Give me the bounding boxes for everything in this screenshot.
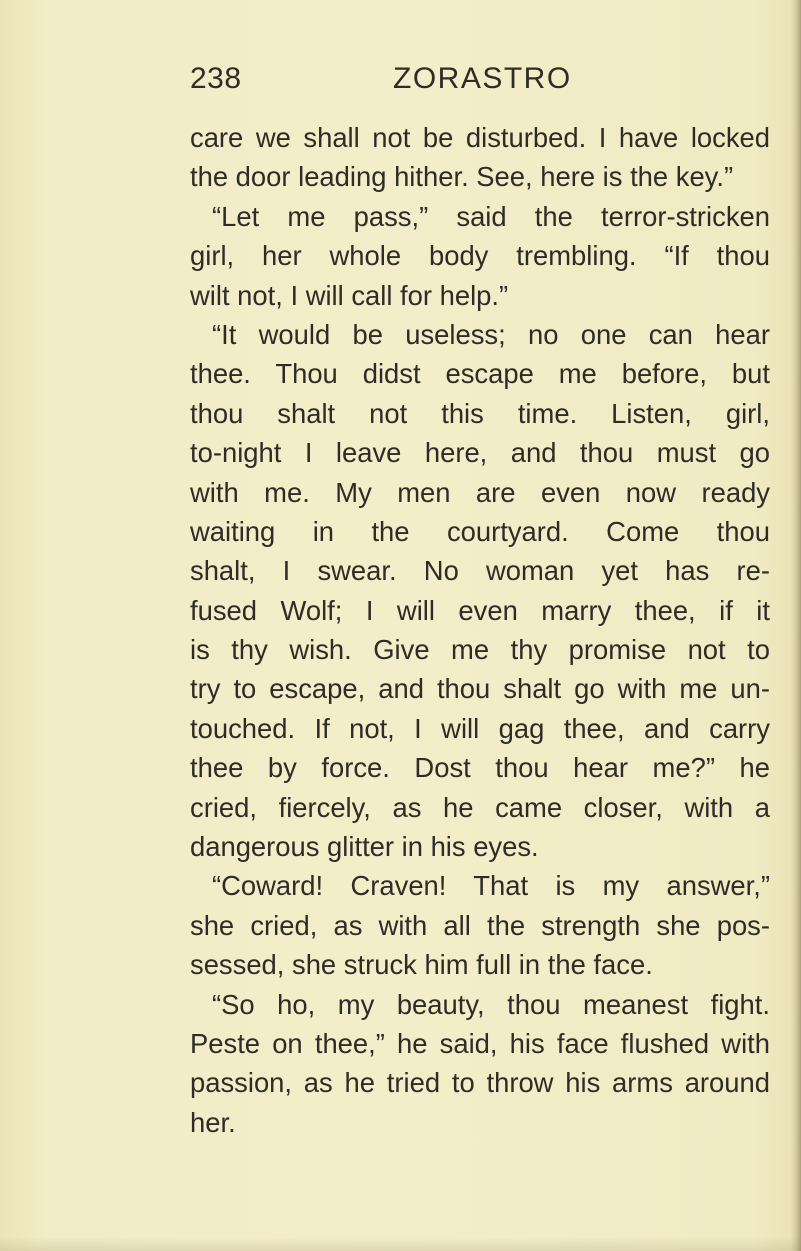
running-head (190, 62, 610, 106)
text-line: fused Wolf; I will even marry thee, if it (190, 594, 770, 626)
text-line: she cried, as with all the strength she pos- (190, 909, 770, 941)
body-text (190, 118, 770, 1142)
text-line: care we shall not be disturbed. I have locked (190, 122, 770, 153)
text-line: shalt, I swear. No woman yet has re- (190, 555, 770, 587)
page-number: 238 (190, 62, 242, 95)
text-line: thou shalt not this time. Listen, girl, (190, 397, 770, 429)
text-line: Peste on thee,” he said, his face flushed with (190, 1027, 770, 1059)
book-title: ZORASTRO (393, 62, 572, 95)
page-edge-shadow (791, 0, 801, 1251)
text-line: to-night I leave here, and thou must go (190, 437, 770, 469)
text-line: dangerous glitter in his eyes. (190, 831, 539, 863)
text-line: “So ho, my beauty, thou meanest fight. (212, 988, 770, 1020)
text-line: passion, as he tried to throw his arms around (190, 1067, 770, 1099)
text-line: is thy wish. Give me thy promise not to (190, 634, 770, 666)
page-bottom-shadow (0, 1237, 801, 1251)
text-line: cried, fiercely, as he came closer, with a (190, 791, 770, 823)
text-line: her. (190, 1106, 236, 1138)
text-line: “Let me pass,” said the terror-stricken (212, 200, 770, 232)
text-line: try to escape, and thou shalt go with me un- (190, 673, 770, 705)
text-line: the door leading hither. See, here is the key.” (190, 161, 734, 193)
text-line: “Coward! Craven! That is my answer,” (212, 870, 770, 902)
text-line: waiting in the courtyard. Come thou (190, 515, 770, 547)
text-line: with me. My men are even now ready (190, 476, 770, 508)
text-line: sessed, she struck him full in the face. (190, 949, 653, 981)
text-line: “It would be useless; no one can hear (212, 318, 770, 350)
text-line: thee by force. Dost thou hear me?” he (190, 752, 770, 784)
text-line: thee. Thou didst escape me before, but (190, 358, 770, 390)
text-line: wilt not, I will call for help.” (190, 279, 509, 311)
text-line: touched. If not, I will gag thee, and carry (190, 712, 770, 744)
text-line: girl, her whole body trembling. “If thou (190, 240, 770, 272)
